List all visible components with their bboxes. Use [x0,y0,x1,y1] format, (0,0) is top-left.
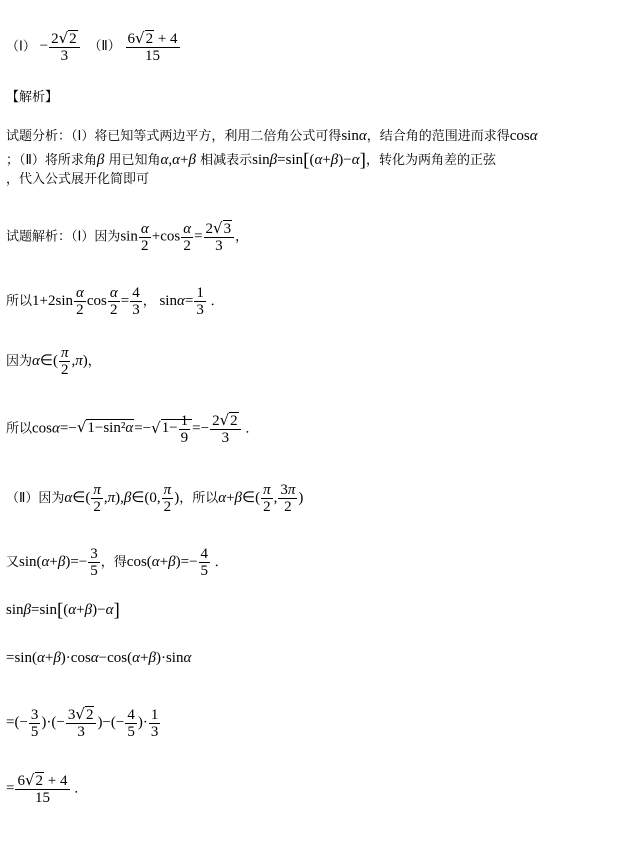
section-heading: 【解析】 [6,90,59,105]
analysis-line-2: ；（Ⅱ）将所求角β 用已知角α,α+β 相减表示sinβ=sin[(α+β)−α]，转化为两角差的正弦 [6,150,496,171]
answer-part1-label: （Ⅰ） [6,39,36,55]
solution-step-10: = $\frac{6√2 + 4}{15}$ ． [6,771,88,806]
solution-step-9: =(− $\frac{3}{5}$ )·(− $\frac{3√2}{3}$ )−(− $\frac{4}{5}$ )· $\frac{1}{3}$ [6,705,159,740]
answer-part1-formula: − $\frac{2√2}{3}$ [40,38,81,54]
solution-step-2: 所以1+2sin $\frac{\alpha}{2}$ cos $\frac{\alpha}{2}$ = $\frac{4}{3}$ ， sinα= $\frac{1}{3}$ ． [6,285,224,318]
solution-step-6: 又sin(α+β)=− $\frac{3}{5}$ ，得cos(α+β)=− $\frac{4}{5}$ ． [6,546,228,579]
solution-step-4: 所以cosα=−√1−sin²α=−√1− $\frac{1}{9}$ =− $\frac{2√2}{3}$ ． [6,411,259,446]
solution-step-8: =sin(α+β)·cosα−cos(α+β)·sinα [6,650,192,666]
solution-step-3: 因为α∈( $\frac{\pi}{2}$ ,π)， [6,345,101,378]
answer-part2-formula: $\frac{6√2 + 4}{15}$ [127,29,178,64]
answer-part2-label: （Ⅱ） [88,39,121,55]
analysis-line-1: 试题分析：（Ⅰ）将已知等式两边平方，利用二倍角公式可得sinα，结合角的范围进而求得cosα [6,128,538,144]
analysis-line-3: ，代入公式展开化简即可 [6,172,150,187]
answer-line [6,30,181,64]
solution-step-1: 试题解析：（Ⅰ）因为sin $\frac{\alpha}{2}$ +cos $\frac{\alpha}{2}$ = $\frac{2√3}{3}$ ， [6,219,249,254]
solution-step-7: sinβ=sin[(α+β)−α] [6,600,120,621]
solution-step-5: （Ⅱ）因为α∈( $\frac{\pi}{2}$ ,π),β∈(0, $\frac{\pi}{2}$ )，所以α+β∈( $\frac{\pi}{2}$ , $\frac{3\pi}{2}$ ) [6,482,304,515]
